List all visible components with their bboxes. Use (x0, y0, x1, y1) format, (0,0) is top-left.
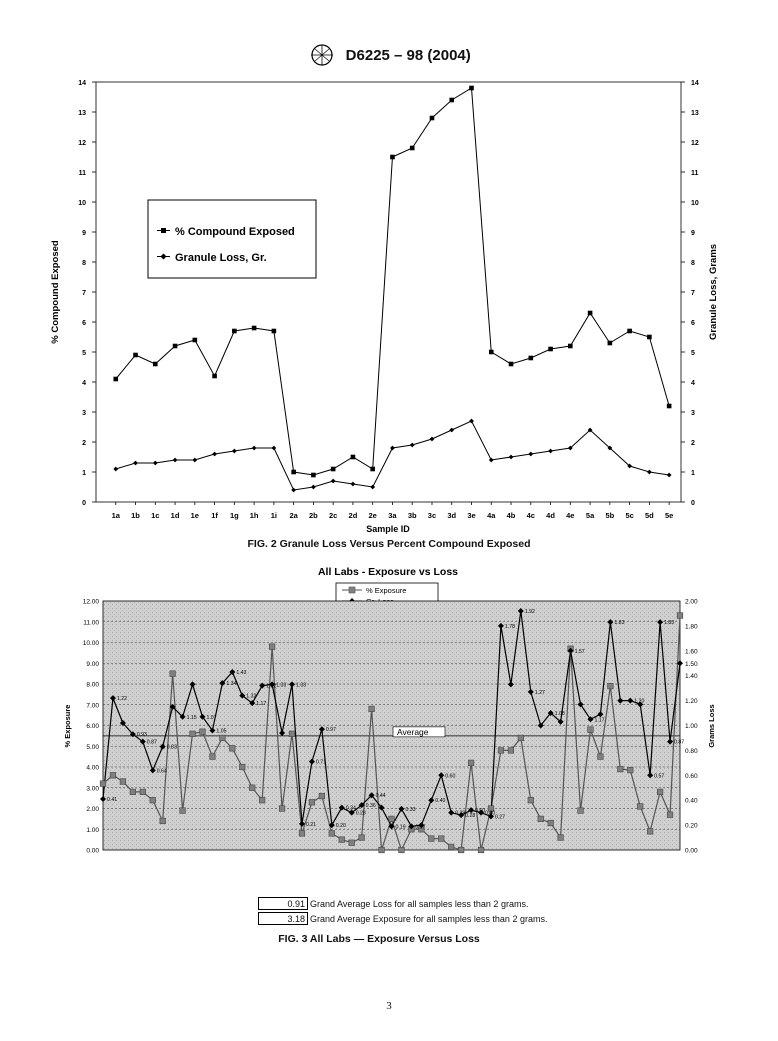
fig3-data-label: 0.17 (415, 824, 426, 831)
fig3-data-label: 0.19 (395, 824, 406, 831)
fig2-point-exposed (390, 155, 395, 160)
fig2-plot-area (96, 82, 681, 502)
fig2-x-tick-label: 3e (467, 511, 476, 520)
fig2-y-ticks-left (78, 80, 96, 507)
fig3-legend-marker-exposure (349, 587, 355, 593)
fig2-point-loss (252, 446, 257, 451)
fig3-data-label: 0.36 (365, 803, 376, 810)
fig2-point-exposed (410, 146, 415, 151)
fig3-y-tick-label-left: 11.00 (83, 619, 99, 627)
fig3-y-tick-label-right: 2.00 (685, 598, 698, 606)
fig3-y-tick-label-left: 8.00 (86, 681, 99, 689)
fig2-legend-label-loss: Granule Loss, Gr. (175, 252, 267, 264)
fig3-y-tick-label-right: 0.00 (685, 847, 698, 855)
fig3-point-exposure (120, 779, 126, 785)
fig3-point-exposure (110, 773, 116, 779)
fig3-data-label: 1.22 (116, 696, 128, 703)
fig2-x-tick-label: 1d (170, 511, 180, 520)
fig3-point-exposure (180, 808, 186, 814)
fig3-y-axis-label-right: Grams Loss (707, 704, 716, 748)
fig2-legend-label-exposed: % Compound Exposed (175, 226, 295, 238)
fig2-y-tick-label-left: 14 (78, 80, 86, 87)
fig2-x-axis-label: Sample ID (366, 524, 410, 534)
fig3-y-tick-label-left: 12.00 (82, 598, 99, 606)
fig3-point-exposure (339, 837, 345, 843)
fig3-data-label: 1.78 (504, 623, 516, 630)
fig3-data-label: 1.08 (554, 711, 565, 718)
fig3-point-exposure (637, 804, 643, 810)
fig2-y-tick-label-left: 0 (82, 500, 86, 507)
fig2-x-tick-label: 1a (111, 511, 120, 520)
fig3-y-tick-label-left: 3.00 (86, 785, 99, 793)
fig2-y-tick-label-right: 2 (691, 440, 695, 447)
fig3-point-exposure (538, 816, 544, 822)
fig3-point-exposure (160, 818, 166, 824)
fig3-data-label: 0.60 (475, 808, 486, 815)
fig3-point-exposure (399, 847, 405, 853)
fig2-y-tick-label-right: 10 (691, 200, 699, 207)
fig2-y-axis-label-right: Granule Loss, Grams (708, 243, 719, 341)
fig2-point-exposed (351, 455, 356, 460)
fig2-x-ticks (112, 502, 674, 520)
fig3-data-label: 0.83 (166, 744, 177, 751)
fig3-point-exposure (578, 808, 584, 814)
fig3-y-tick-label-left: 0.00 (86, 847, 99, 855)
fig2-point-exposed (489, 350, 494, 355)
fig2-point-exposed (272, 329, 277, 334)
fig3-data-label: 1.20 (634, 698, 645, 705)
fig2-point-loss (192, 458, 197, 463)
fig2-point-loss (489, 458, 494, 463)
fig3-y-tick-label-right: 1.00 (685, 723, 698, 730)
fig2-point-loss (173, 458, 178, 463)
fig3-point-exposure (468, 760, 474, 766)
fig2-y-tick-label-right: 1 (691, 470, 695, 477)
fig2-y-tick-label-left: 1 (82, 470, 86, 477)
fig3-y-tick-label-right: 1.60 (685, 648, 698, 656)
fig3-data-label: 0.64 (156, 768, 167, 775)
grand-average-loss-text: Grand Average Loss for all samples less than 2 grams. (310, 898, 529, 909)
fig3-point-exposure (518, 735, 524, 741)
fig2-y-tick-label-left: 6 (82, 320, 86, 327)
fig2-legend (148, 200, 316, 278)
fig2-point-loss (133, 461, 138, 466)
fig3-y-tick-label-left: 5.00 (86, 743, 99, 751)
fig2-series-exposed-line (116, 88, 669, 475)
fig2-x-tick-label: 3b (407, 511, 417, 520)
fig3-data-label: 0.21 (305, 821, 317, 828)
fig2-point-exposed (627, 329, 632, 334)
fig2-point-exposed (370, 467, 375, 472)
fig3-data-label: 1.57 (574, 648, 585, 655)
fig2-point-exposed (153, 362, 158, 367)
fig2-x-tick-label: 2d (348, 511, 358, 520)
fig2-point-loss (311, 485, 316, 490)
fig3-point-exposure (319, 793, 325, 799)
fig3-point-exposure (190, 731, 196, 737)
fig3-data-label: 1.92 (524, 608, 535, 615)
fig3-data-label: 1.07 (206, 714, 217, 721)
fig2-x-tick-label: 1i (270, 511, 278, 520)
fig3-point-exposure (200, 729, 206, 735)
fig3-data-label: 0.20 (335, 823, 346, 830)
fig2-y-tick-label-left: 10 (78, 200, 86, 207)
document-id: D6225 – 98 (2004) (345, 46, 471, 64)
fig2-x-tick-label: 4a (487, 511, 496, 520)
fig3-data-label: 0.60 (445, 773, 456, 780)
fig3-point-exposure (389, 816, 395, 822)
fig3-point-exposure (677, 613, 683, 619)
fig3-y-tick-label-right: 0.60 (685, 772, 698, 780)
fig2-y-tick-label-right: 8 (691, 260, 695, 267)
fig2-point-exposed (232, 329, 237, 334)
fig2-y-tick-label-right: 11 (691, 170, 699, 177)
fig3-data-label: 0.27 (494, 814, 506, 821)
fig3-y-tick-label-left: 6.00 (86, 723, 99, 730)
fig3-point-exposure (140, 789, 146, 795)
fig2-x-tick-label: 1f (211, 511, 218, 520)
fig2-y-tick-label-left: 3 (82, 410, 86, 417)
fig3-data-label: 0.30 (485, 810, 496, 817)
page-header (0, 44, 778, 66)
fig2-point-loss (469, 419, 474, 424)
fig2-y-tick-label-right: 4 (691, 380, 695, 387)
fig3-y-tick-label-right: 0.40 (685, 797, 698, 805)
fig3-point-exposure (478, 847, 484, 853)
fig3-point-exposure (438, 836, 444, 842)
fig2-y-tick-label-right: 3 (691, 410, 695, 417)
fig2-y-tick-label-left: 9 (82, 230, 86, 237)
fig3-point-exposure (239, 764, 245, 770)
fig3-point-exposure (598, 754, 604, 760)
fig3-data-label: 0.28 (455, 810, 466, 817)
fig2-point-loss (548, 449, 553, 454)
fig2-y-tick-label-right: 12 (691, 140, 699, 147)
fig3-point-exposure (508, 748, 514, 754)
fig2-point-exposed (173, 344, 178, 349)
fig3-data-label: 1.05 (216, 728, 227, 735)
fig2-x-tick-label: 3c (427, 511, 437, 520)
fig2-point-loss (271, 446, 276, 451)
fig3-data-label: 1.15 (186, 714, 197, 721)
fig3-point-exposure (667, 812, 673, 818)
fig2-point-exposed (469, 86, 474, 91)
fig2-point-loss (667, 473, 672, 478)
fig3-data-label: 0.33 (405, 806, 416, 813)
fig3-data-label: 1.34 (226, 681, 237, 688)
fig3-point-exposure (279, 806, 285, 812)
fig2-x-tick-label: 5d (644, 511, 654, 520)
fig3-data-label: 0.87 (674, 739, 685, 746)
fig3-point-exposure (369, 706, 375, 712)
fig3-point-exposure (528, 797, 534, 803)
fig2-chart (40, 74, 740, 534)
fig2-point-exposed (528, 356, 533, 361)
fig3-data-label: 0.87 (146, 739, 157, 746)
fig2-point-exposed (113, 377, 118, 382)
fig2-point-exposed (311, 473, 316, 478)
fig2-x-tick-label: 4c (526, 511, 535, 520)
fig2-point-loss (647, 470, 652, 475)
fig3-point-exposure (627, 767, 633, 773)
fig2-x-tick-label: 4e (566, 511, 575, 520)
fig3-data-label: 0.41 (107, 796, 118, 803)
grand-average-loss-value: 0.91 (258, 897, 308, 910)
fig2-series-loss-line (116, 421, 669, 490)
fig2-point-loss (509, 455, 514, 460)
fig2-point-loss (331, 479, 336, 484)
fig2-point-loss (449, 428, 454, 433)
fig3-average-label: Average (397, 726, 429, 737)
fig2-point-exposed (509, 362, 514, 367)
fig2-x-tick-label: 1b (131, 511, 140, 520)
fig2-point-exposed (449, 98, 454, 103)
fig2-point-loss (113, 467, 118, 472)
fig2-point-loss (351, 482, 356, 487)
fig3-data-label: 1.32 (266, 683, 277, 690)
fig3-y-tick-label-right: 1.50 (685, 660, 698, 668)
fig2-x-tick-label: 3a (388, 511, 397, 520)
fig2-y-tick-label-left: 13 (78, 110, 86, 117)
fig2-point-loss (153, 461, 158, 466)
fig3-data-label: 0.40 (435, 798, 446, 805)
fig2-y-tick-label-left: 11 (78, 170, 86, 177)
fig3-data-label: 1.33 (276, 682, 287, 689)
fig2-point-exposed (667, 404, 672, 409)
fig3-point-exposure (210, 754, 216, 760)
fig3-data-label: 1.32 (246, 693, 257, 700)
grand-average-exposure-text: Grand Average Exposure for all samples less than 2 grams. (310, 913, 548, 924)
fig3-y-tick-label-right: 1.80 (685, 623, 698, 631)
fig3-y-tick-label-left: 1.00 (86, 826, 99, 834)
fig3-data-label: 0.44 (375, 793, 386, 800)
fig3-point-exposure (249, 785, 255, 791)
fig3-point-exposure (170, 671, 176, 677)
fig2-point-exposed (212, 374, 217, 379)
fig2-point-exposed (331, 467, 336, 472)
fig3-point-exposure (299, 831, 305, 837)
fig3-point-exposure (448, 844, 454, 850)
fig3-point-exposure (379, 847, 385, 853)
fig3-point-exposure (259, 797, 265, 803)
fig3-y-axis-label-left: % Exposure (63, 704, 72, 748)
fig2-point-loss (390, 446, 395, 451)
fig2-x-tick-label: 4d (546, 511, 555, 520)
fig2-y-tick-label-left: 8 (82, 260, 86, 267)
fig3-point-exposure (349, 840, 355, 846)
fig3-data-label: 1.83 (614, 620, 625, 627)
fig3-data-label: 0.28 (465, 813, 476, 820)
fig3-y-tick-label-left: 10.00 (82, 640, 99, 647)
fig3-point-exposure (130, 789, 136, 795)
fig2-x-tick-label: 2b (309, 511, 318, 520)
fig2-point-loss (528, 452, 533, 457)
fig2-point-loss (370, 485, 375, 490)
fig2-point-exposed (608, 341, 613, 346)
fig3-point-exposure (289, 731, 295, 737)
fig3-point-exposure (498, 748, 504, 754)
fig3-point-exposure (588, 727, 594, 733)
fig3-data-label: 0.71 (315, 759, 327, 766)
fig3-data-label: 0.34 (345, 805, 356, 812)
fig3-y-tick-label-right: 0.80 (685, 747, 698, 755)
fig3-y-ticks-left (83, 599, 100, 855)
fig2-point-exposed (430, 116, 435, 121)
fig3-data-label: 0.93 (136, 732, 147, 739)
fig3-data-label: 1.83 (664, 620, 675, 627)
fig3-point-exposure (608, 683, 614, 689)
fig3-point-exposure (548, 820, 554, 826)
grand-average-exposure (258, 912, 547, 925)
fig2-y-tick-label-right: 14 (691, 80, 699, 87)
fig3-data-label: 0.57 (654, 773, 665, 780)
fig3-point-exposure (428, 836, 434, 842)
fig3-legend-label-exposure: % Exposure (366, 586, 407, 595)
fig2-x-tick-label: 5e (664, 511, 674, 520)
fig3-point-exposure (458, 847, 464, 853)
fig2-caption: FIG. 2 Granule Loss Versus Percent Compound Exposed (247, 538, 531, 550)
fig3-chart (60, 560, 730, 860)
fig2-point-loss (430, 437, 435, 442)
fig3-point-exposure (329, 831, 335, 837)
fig2-series (113, 86, 671, 493)
grand-average-exposure-value: 3.18 (258, 912, 308, 925)
fig2-x-tick-label: 5a (585, 511, 595, 520)
fig2-point-loss (410, 443, 415, 448)
fig3-point-exposure (150, 797, 156, 803)
astm-logo (307, 44, 337, 66)
fig3-y-ticks-right (685, 599, 698, 855)
fig2-y-tick-label-left: 7 (82, 290, 86, 297)
fig3-point-exposure (657, 789, 663, 795)
fig2-point-exposed (548, 347, 553, 352)
fig2-y-tick-label-right: 7 (691, 290, 695, 297)
fig2-x-tick-label: 4b (506, 511, 516, 520)
fig2-x-tick-label: 3d (447, 511, 457, 520)
fig2-y-tick-label-right: 0 (691, 500, 695, 507)
fig2-x-tick-label: 1h (249, 511, 259, 520)
fig3-point-exposure (558, 835, 564, 841)
fig2-x-tick-label: 5c (625, 511, 634, 520)
fig2-y-ticks-right (681, 80, 699, 507)
fig2-x-tick-label: 5b (605, 511, 615, 520)
fig2-y-tick-label-left: 4 (82, 380, 86, 387)
grand-average-loss (258, 897, 528, 910)
fig2-point-exposed (588, 311, 593, 316)
fig2-point-exposed (568, 344, 573, 349)
fig3-point-exposure (100, 781, 106, 787)
fig3-point-exposure (220, 735, 226, 741)
fig2-point-loss (212, 452, 217, 457)
fig2-point-exposed (133, 353, 138, 358)
fig3-point-exposure (269, 644, 275, 650)
fig2-y-tick-label-right: 6 (691, 320, 695, 327)
fig2-x-tick-label: 1c (151, 511, 160, 520)
fig2-x-tick-label: 2c (328, 511, 338, 520)
fig3-y-tick-label-right: 1.20 (685, 698, 698, 706)
page-number: 3 (386, 1000, 392, 1012)
fig3-y-tick-label-left: 7.00 (86, 702, 99, 710)
fig2-y-axis-label-left: % Compound Exposed (50, 240, 61, 344)
fig3-data-label: 0.28 (355, 810, 366, 817)
fig2-y-tick-label-right: 9 (691, 230, 695, 237)
fig2-x-tick-label: 1e (190, 511, 199, 520)
fig2-point-loss (232, 449, 237, 454)
fig3-point-exposure (230, 746, 236, 752)
fig3-point-exposure (618, 766, 624, 772)
fig3-point-exposure (647, 829, 653, 835)
fig2-point-loss (291, 488, 296, 493)
fig2-point-exposed (193, 338, 198, 343)
fig3-data-label: 1.27 (534, 689, 545, 696)
fig2-y-tick-label-right: 13 (691, 110, 699, 117)
fig3-y-tick-label-right: 1.40 (685, 673, 698, 681)
fig3-point-exposure (359, 835, 365, 841)
fig3-title: All Labs - Exposure vs Loss (317, 566, 459, 578)
fig3-data-label: 1.17 (256, 701, 267, 708)
fig3-data-label: 1.43 (236, 669, 247, 676)
fig2-x-tick-label: 1g (229, 511, 239, 520)
fig3-data-label: 1.17 (594, 717, 605, 724)
fig2-y-tick-label-left: 2 (82, 440, 86, 447)
fig3-data-label: 0.97 (325, 727, 336, 734)
fig2-x-tick-label: 2e (368, 511, 377, 520)
fig2-point-exposed (647, 335, 652, 340)
fig3-data-label: 1.33 (296, 682, 307, 689)
fig2-y-tick-label-right: 5 (691, 350, 695, 357)
fig3-point-exposure (309, 799, 315, 805)
fig2-y-tick-label-left: 12 (78, 140, 86, 147)
fig3-y-tick-label-right: 0.20 (685, 822, 698, 830)
fig3-y-tick-label-left: 9.00 (86, 660, 99, 668)
fig2-legend-box (148, 200, 316, 278)
fig2-point-exposed (291, 470, 296, 475)
fig2-point-exposed (252, 326, 257, 331)
fig2-y-tick-label-left: 5 (82, 350, 86, 357)
fig3-caption: FIG. 3 All Labs — Exposure Versus Loss (278, 933, 480, 945)
fig3-y-tick-label-left: 4.00 (86, 764, 99, 772)
fig2-x-tick-label: 2a (289, 511, 298, 520)
fig3-y-tick-label-left: 2.00 (86, 806, 99, 813)
